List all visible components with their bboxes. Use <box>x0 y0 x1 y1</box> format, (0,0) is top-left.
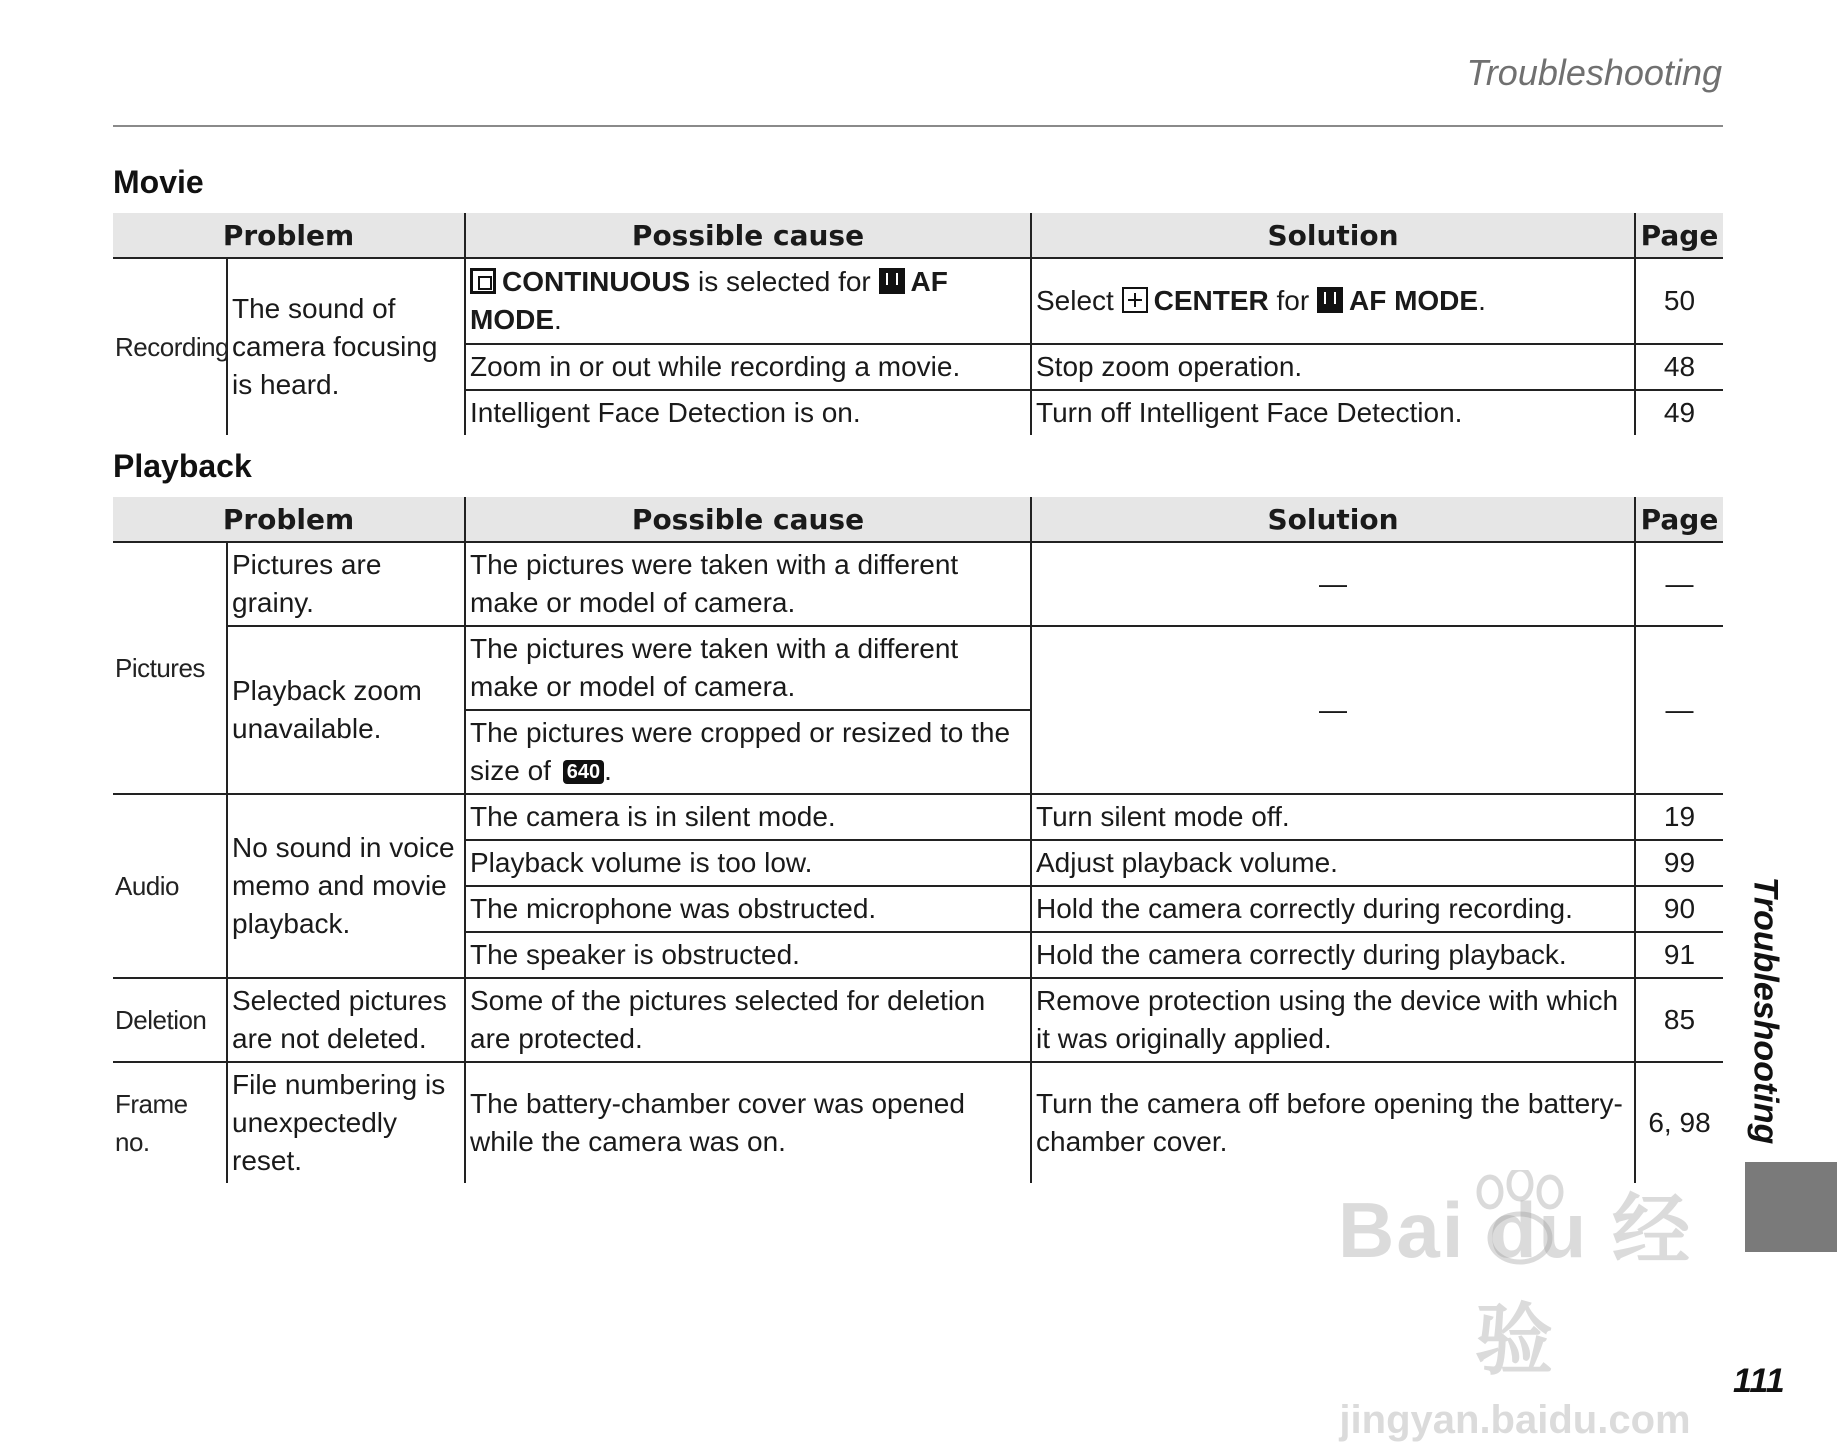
col-header-problem: Problem <box>113 497 465 542</box>
solution-cell <box>1031 258 1635 344</box>
side-tab-label: Troubleshooting <box>1746 876 1785 1144</box>
playback-table <box>113 497 1723 1183</box>
baidu-watermark <box>1300 1175 1730 1442</box>
page-cell: 99 <box>1635 840 1723 886</box>
watermark-main-text: Bai du 经验 <box>1337 1186 1692 1384</box>
col-header-solution: Solution <box>1031 497 1635 542</box>
movie-section-title: Movie <box>113 164 204 200</box>
side-tab <box>1735 870 1795 1150</box>
solution-bold-text: AF MODE <box>1348 285 1479 316</box>
category-recording: Recording <box>115 332 230 362</box>
problem-cell: The sound of camera focusing is heard. <box>227 258 465 435</box>
cause-cell: Playback volume is too low. <box>465 840 1031 886</box>
problem-cell: File numbering is unexpectedly reset. <box>227 1062 465 1183</box>
cause-cell: Intelligent Face Detection is on. <box>465 390 1031 435</box>
af-mode-icon <box>879 268 905 294</box>
solution-cell: Stop zoom operation. <box>1031 344 1635 390</box>
col-header-cause: Possible cause <box>465 213 1031 258</box>
playback-section-title: Playback <box>113 448 252 484</box>
cause-bold-text: CONTINUOUS <box>502 266 691 297</box>
cause-cell: Zoom in or out while recording a movie. <box>465 344 1031 390</box>
category-audio: Audio <box>113 794 227 978</box>
cause-text: . <box>604 755 612 786</box>
page-cell: — <box>1635 626 1723 794</box>
table-row <box>113 258 1723 344</box>
cause-cell: The pictures were taken with a different make or model of camera. <box>465 626 1031 710</box>
movie-table <box>113 213 1723 435</box>
page-number: 111 <box>1733 1362 1785 1400</box>
size-640-badge: 640 <box>563 760 604 784</box>
cause-text: The pictures were cropped or resized to the size of <box>470 717 1011 786</box>
problem-cell: No sound in voice memo and movie playback. <box>227 794 465 978</box>
table-row <box>113 626 1723 710</box>
cause-cell: Some of the pictures selected for deletion are protected. <box>465 978 1031 1062</box>
header-rule <box>113 125 1723 127</box>
cause-cell: The pictures were taken with a different make or model of camera. <box>465 542 1031 626</box>
page-cell: 90 <box>1635 886 1723 932</box>
page-cell: — <box>1635 542 1723 626</box>
table-row <box>113 794 1723 840</box>
problem-cell: Pictures are grainy. <box>227 542 465 626</box>
watermark-url-text: jingyan.baidu.com <box>1339 1398 1691 1442</box>
solution-cell: Adjust playback volume. <box>1031 840 1635 886</box>
col-header-problem: Problem <box>113 213 465 258</box>
page-cell: 85 <box>1635 978 1723 1062</box>
cause-cell: The camera is in silent mode. <box>465 794 1031 840</box>
page-cell: 50 <box>1635 258 1723 344</box>
solution-text: for <box>1268 285 1317 316</box>
cause-cell: The microphone was obstructed. <box>465 886 1031 932</box>
continuous-af-icon <box>470 268 496 294</box>
page-cell: 91 <box>1635 932 1723 978</box>
page-cell: 49 <box>1635 390 1723 435</box>
movie-table-header <box>113 213 1723 258</box>
page-cell: 48 <box>1635 344 1723 390</box>
solution-cell: — <box>1031 626 1635 794</box>
center-af-icon <box>1122 287 1148 313</box>
cause-bold-text: AF MODE <box>470 266 948 335</box>
solution-cell: Turn the camera off before opening the battery-chamber cover. <box>1031 1062 1635 1183</box>
col-header-cause: Possible cause <box>465 497 1031 542</box>
solution-cell: Turn silent mode off. <box>1031 794 1635 840</box>
category-pictures: Pictures <box>113 542 227 794</box>
solution-cell: Turn off Intelligent Face Detection. <box>1031 390 1635 435</box>
problem-cell: Selected pictures are not deleted. <box>227 978 465 1062</box>
table-row <box>113 1062 1723 1183</box>
col-header-page: Page <box>1635 213 1723 258</box>
page-cell: 19 <box>1635 794 1723 840</box>
solution-text: . <box>1478 285 1486 316</box>
cause-text: . <box>554 304 562 335</box>
running-header: Troubleshooting <box>1466 52 1722 93</box>
cause-cell: The speaker is obstructed. <box>465 932 1031 978</box>
category-deletion: Deletion <box>113 978 227 1062</box>
cause-text: is selected for <box>690 266 879 297</box>
col-header-page: Page <box>1635 497 1723 542</box>
solution-cell: — <box>1031 542 1635 626</box>
problem-cell: Playback zoom unavailable. <box>227 626 465 794</box>
af-mode-icon <box>1317 287 1343 313</box>
cause-cell <box>465 258 1031 344</box>
table-row <box>113 542 1723 626</box>
solution-cell: Hold the camera correctly during recording. <box>1031 886 1635 932</box>
side-tab-marker <box>1745 1162 1837 1252</box>
playback-table-header <box>113 497 1723 542</box>
solution-cell: Remove protection using the device with which it was originally applied. <box>1031 978 1635 1062</box>
cause-cell <box>465 710 1031 794</box>
col-header-solution: Solution <box>1031 213 1635 258</box>
category-frame-no: Frame no. <box>115 1089 188 1157</box>
table-row <box>113 978 1723 1062</box>
cause-cell: The battery-chamber cover was opened while the camera was on. <box>465 1062 1031 1183</box>
solution-cell: Hold the camera correctly during playback. <box>1031 932 1635 978</box>
solution-bold-text: CENTER <box>1153 285 1269 316</box>
page-cell: 6, 98 <box>1635 1062 1723 1183</box>
solution-text: Select <box>1036 285 1122 316</box>
